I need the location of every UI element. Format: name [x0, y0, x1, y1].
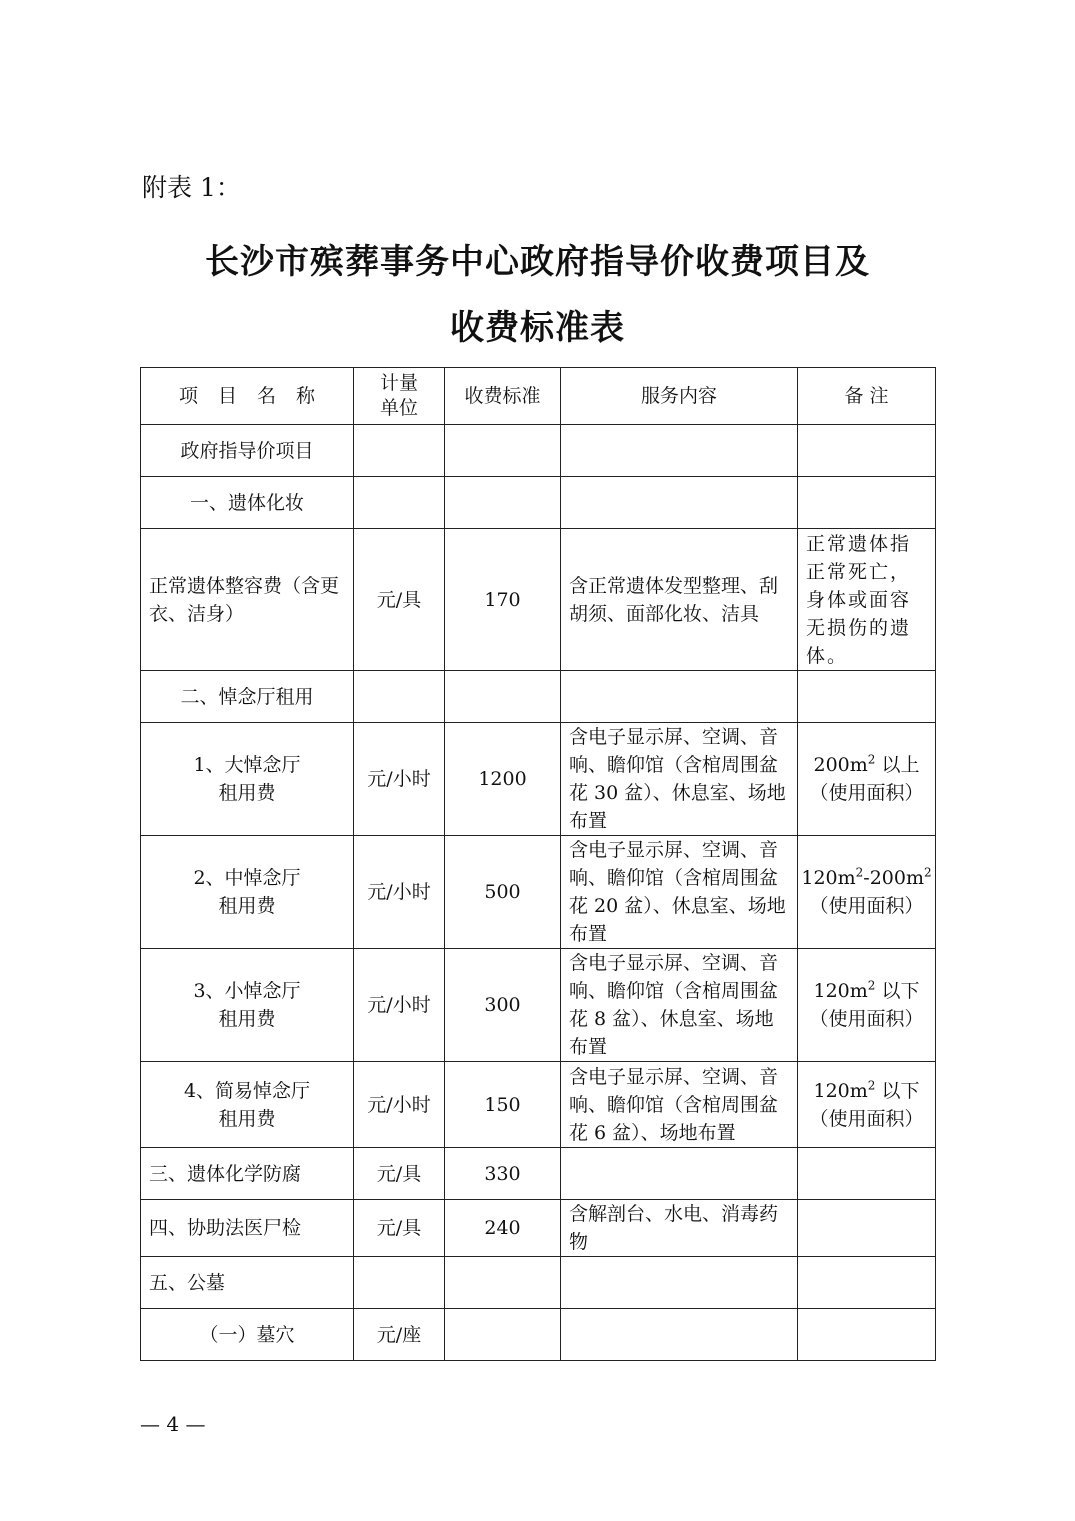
table-row	[141, 949, 936, 1062]
row-name: 一、遗体化妆	[141, 477, 354, 529]
row-fee	[445, 477, 561, 529]
row-name: 三、遗体化学防腐	[141, 1148, 354, 1200]
header-note: 备 注	[798, 368, 936, 425]
row-fee	[445, 425, 561, 477]
row-service	[561, 477, 798, 529]
row-service: 含电子显示屏、空调、音响、瞻仰馆（含棺周围盆花 6 盆）、场地布置	[561, 1062, 798, 1148]
row-service	[561, 671, 798, 723]
table-row	[141, 1257, 936, 1309]
row-name: 正常遗体整容费（含更衣、洁身）	[141, 529, 354, 671]
header-unit: 计量 单位	[354, 368, 445, 425]
row-fee	[445, 671, 561, 723]
row-note	[798, 1200, 936, 1257]
row-note: $120m^2$ 以下 （使用面积）	[798, 1062, 936, 1148]
table-row	[141, 1200, 936, 1257]
annex-label: 附表 1：	[142, 173, 241, 202]
row-fee: 330	[445, 1148, 561, 1200]
row-note	[798, 1309, 936, 1361]
row-unit: 元/小时	[354, 1062, 445, 1148]
table-row	[141, 836, 936, 949]
row-unit: 元/小时	[354, 836, 445, 949]
row-fee: 150	[445, 1062, 561, 1148]
row-fee: 500	[445, 836, 561, 949]
table-row	[141, 1062, 936, 1148]
document-title-line1: 长沙市殡葬事务中心政府指导价收费项目及	[205, 242, 870, 282]
row-fee: 1200	[445, 723, 561, 836]
row-name: （一）墓穴	[141, 1309, 354, 1361]
header-service: 服务内容	[561, 368, 798, 425]
row-unit	[354, 425, 445, 477]
row-service: 含解剖台、水电、消毒药物	[561, 1200, 798, 1257]
table-row	[141, 477, 936, 529]
table-row	[141, 671, 936, 723]
row-service: 含电子显示屏、空调、音响、瞻仰馆（含棺周围盆花 20 盆）、休息室、场地布置	[561, 836, 798, 949]
row-unit: 元/具	[354, 1148, 445, 1200]
table-header-row	[141, 368, 936, 425]
row-name: 2、中悼念厅 租用费	[141, 836, 354, 949]
row-name: 二、悼念厅租用	[141, 671, 354, 723]
row-note	[798, 1148, 936, 1200]
row-note	[798, 671, 936, 723]
row-unit	[354, 477, 445, 529]
table-row	[141, 529, 936, 671]
document-title-line2: 收费标准表	[450, 308, 625, 348]
row-note: 正常遗体指正常死亡，身体或面容无损伤的遗体。	[798, 529, 936, 671]
row-service	[561, 425, 798, 477]
row-note	[798, 477, 936, 529]
row-note: $120m^2-200m^2$ （使用面积）	[798, 836, 936, 949]
row-service: 含电子显示屏、空调、音响、瞻仰馆（含棺周围盆花 30 盆）、休息室、场地布置	[561, 723, 798, 836]
row-service: 含正常遗体发型整理、刮胡须、面部化妆、洁具	[561, 529, 798, 671]
row-service	[561, 1257, 798, 1309]
row-unit: 元/小时	[354, 949, 445, 1062]
fee-table	[140, 367, 936, 1361]
table-row	[141, 425, 936, 477]
row-unit: 元/小时	[354, 723, 445, 836]
row-unit: 元/座	[354, 1309, 445, 1361]
row-note	[798, 425, 936, 477]
row-unit: 元/具	[354, 529, 445, 671]
row-fee: 240	[445, 1200, 561, 1257]
row-name: 政府指导价项目	[141, 425, 354, 477]
row-unit: 元/具	[354, 1200, 445, 1257]
row-note: $200m^2$ 以上 （使用面积）	[798, 723, 936, 836]
row-fee	[445, 1257, 561, 1309]
table-row	[141, 723, 936, 836]
row-fee	[445, 1309, 561, 1361]
row-service	[561, 1148, 798, 1200]
row-note: $120m^2$ 以下 （使用面积）	[798, 949, 936, 1062]
row-name: 4、简易悼念厅 租用费	[141, 1062, 354, 1148]
row-name: 四、协助法医尸检	[141, 1200, 354, 1257]
row-unit	[354, 1257, 445, 1309]
row-unit	[354, 671, 445, 723]
header-fee: 收费标准	[445, 368, 561, 425]
row-name: 3、小悼念厅 租用费	[141, 949, 354, 1062]
header-name: 项 目 名 称	[141, 368, 354, 425]
table-row	[141, 1309, 936, 1361]
table-row	[141, 1148, 936, 1200]
row-fee: 170	[445, 529, 561, 671]
row-note	[798, 1257, 936, 1309]
row-service: 含电子显示屏、空调、音响、瞻仰馆（含棺周围盆花 8 盆）、休息室、场地布置	[561, 949, 798, 1062]
row-name: 1、大悼念厅 租用费	[141, 723, 354, 836]
row-name: 五、公墓	[141, 1257, 354, 1309]
row-fee: 300	[445, 949, 561, 1062]
row-service	[561, 1309, 798, 1361]
page-number: — 4 —	[140, 1412, 206, 1436]
